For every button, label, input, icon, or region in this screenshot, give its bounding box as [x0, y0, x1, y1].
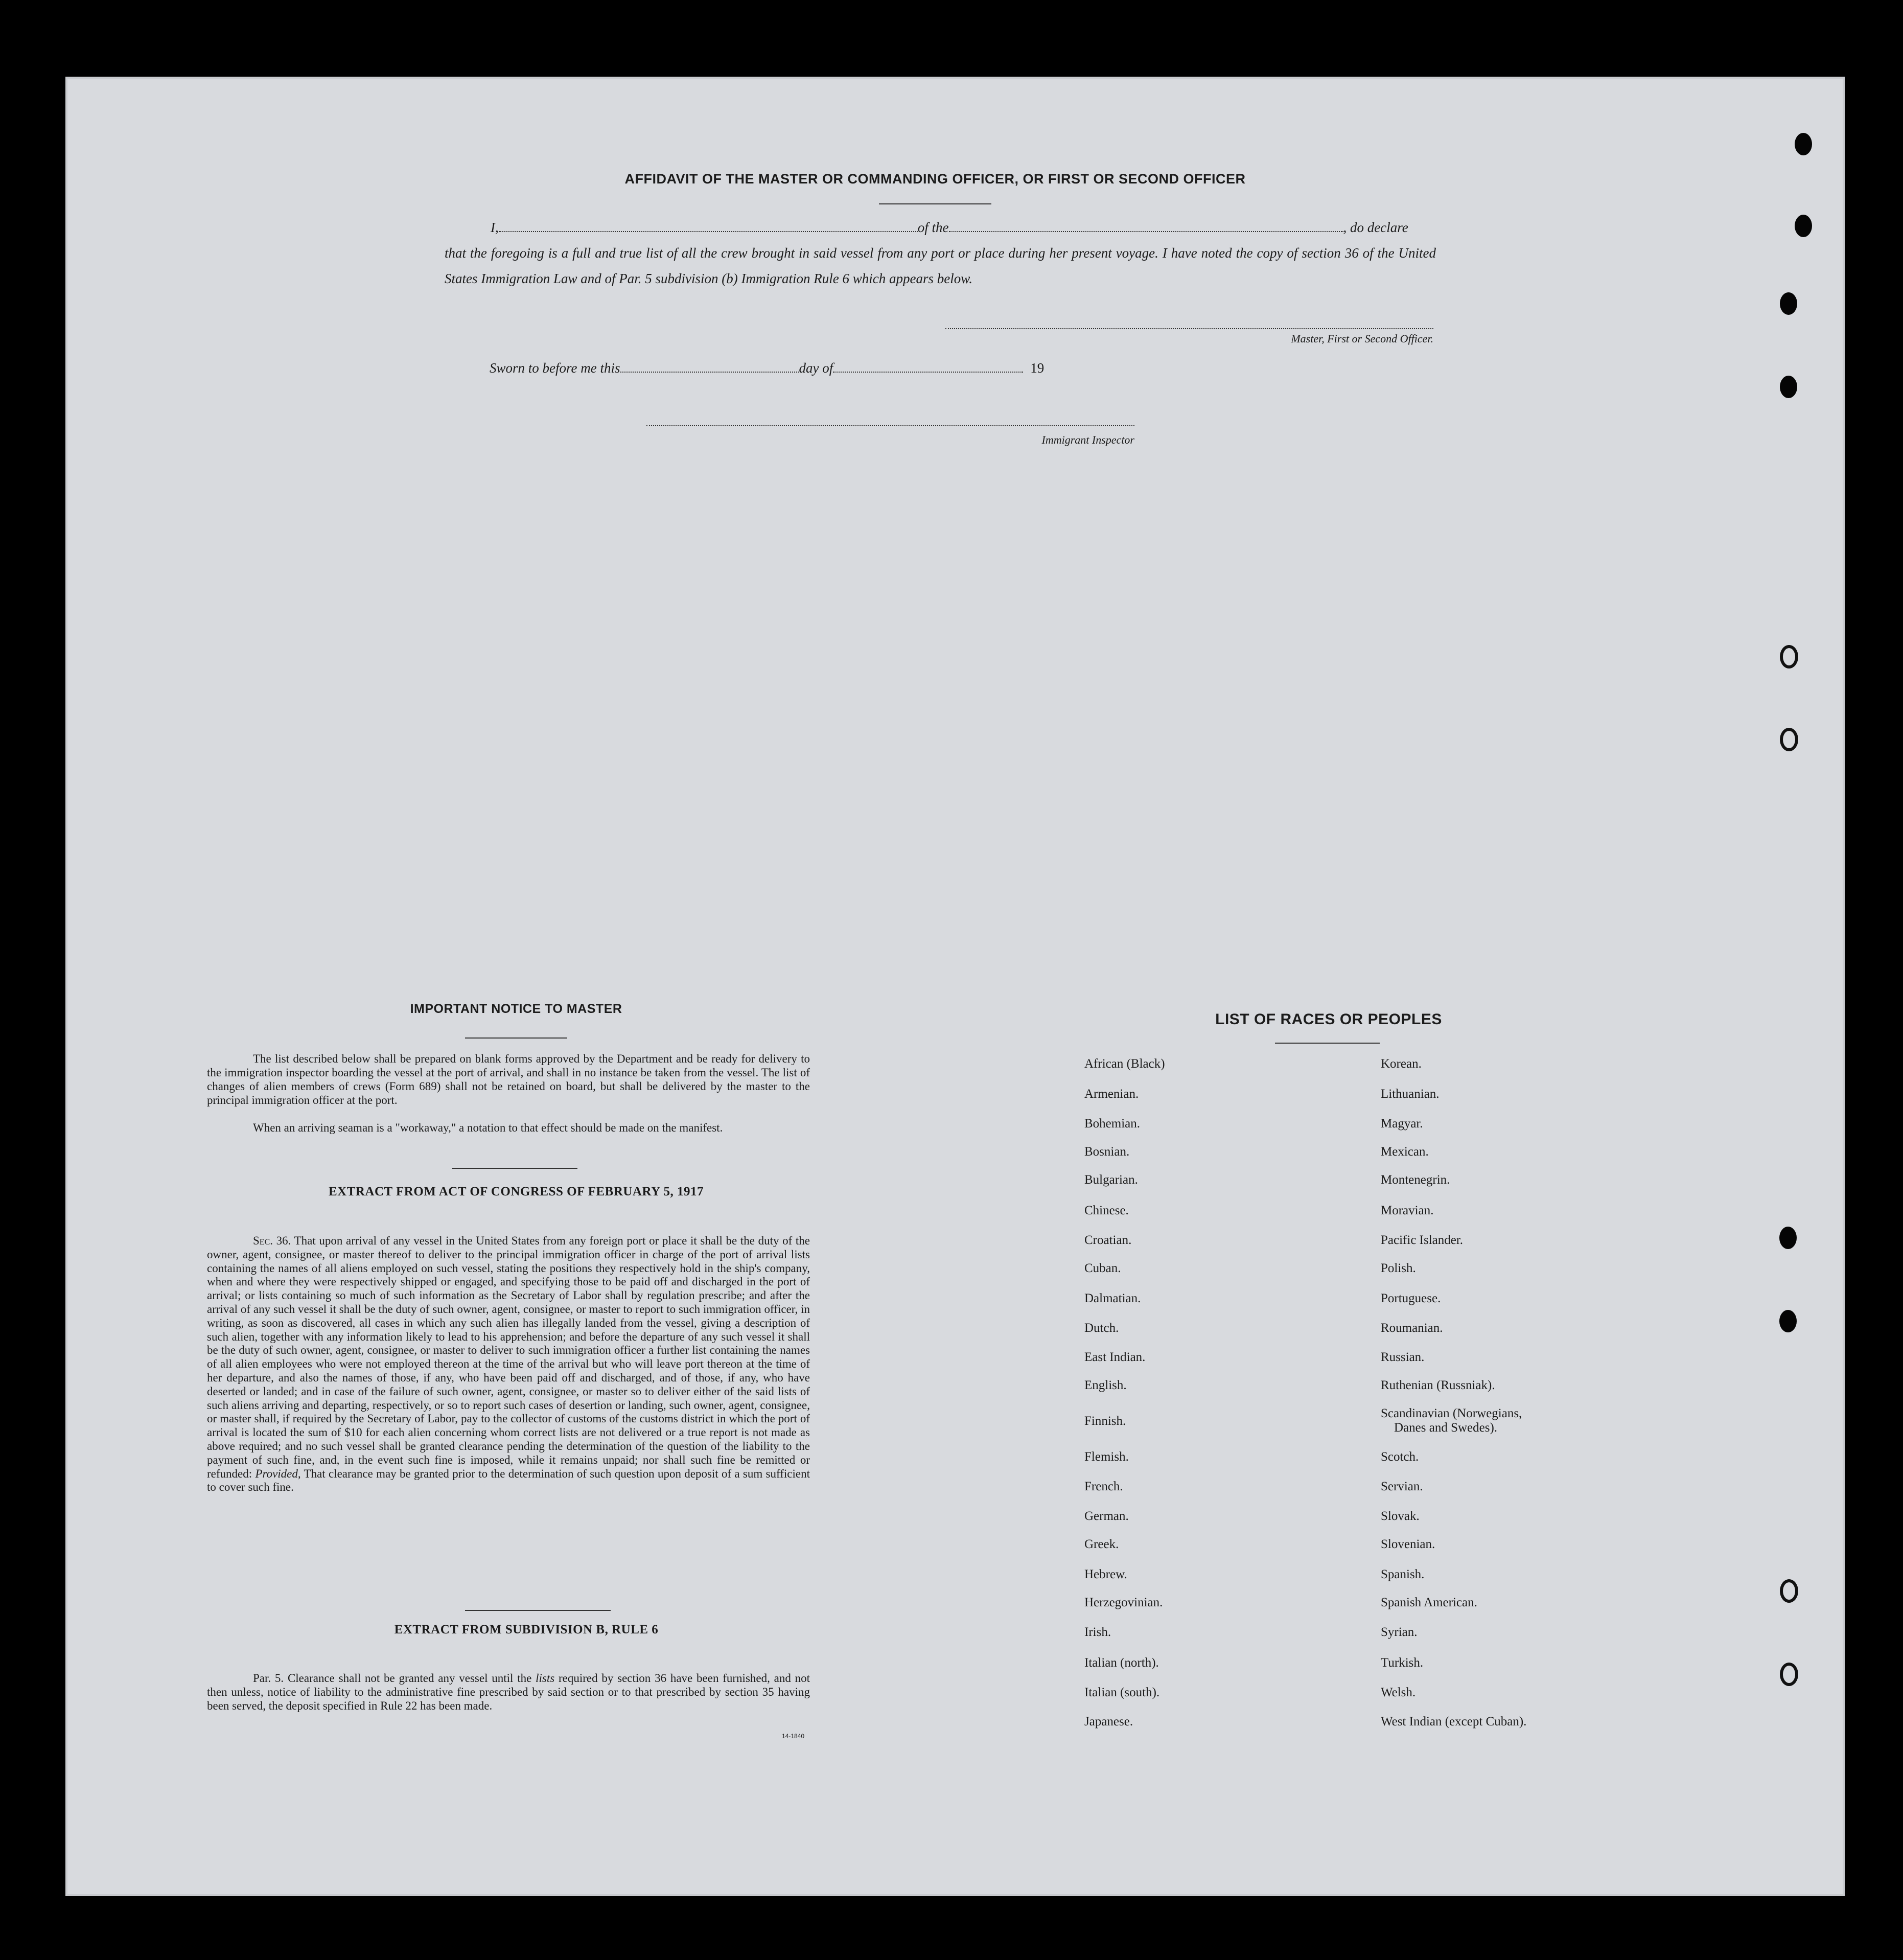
race-item: Syrian.	[1381, 1625, 1418, 1639]
race-item: Italian (north).	[1084, 1656, 1159, 1670]
divider	[879, 203, 991, 204]
race-item: Welsh.	[1381, 1686, 1416, 1699]
race-item: Bosnian.	[1084, 1145, 1130, 1159]
race-item: Slovak.	[1381, 1509, 1420, 1523]
race-item: Japanese.	[1084, 1715, 1133, 1728]
race-item: Roumanian.	[1381, 1321, 1443, 1335]
race-item: Magyar.	[1381, 1117, 1423, 1131]
race-item-continuation: Danes and Swedes).	[1394, 1421, 1498, 1435]
race-item: Dalmatian.	[1084, 1292, 1141, 1305]
binder-ring	[1780, 728, 1798, 751]
binder-hole	[1780, 376, 1797, 398]
name-field[interactable]	[499, 231, 918, 232]
form-number: 14-1840	[782, 1733, 805, 1740]
race-item: Russian.	[1381, 1350, 1425, 1364]
extract-act-text	[207, 1234, 810, 1494]
affidavit-text: that the foregoing is a full and true list of all the crew brought in said vessel from any port or place during her present voyage. I have noted the copy of section 36 of the United States Immigration Law and of Par. 5 subdivision (b) Immigration Rule 6 which appears below.	[445, 245, 1436, 286]
binder-hole	[1795, 215, 1812, 237]
race-item: English.	[1084, 1378, 1127, 1392]
race-item: Scandinavian (Norwegians,	[1381, 1406, 1522, 1420]
race-item: Polish.	[1381, 1261, 1416, 1275]
master-signature-label: Master, First or Second Officer.	[1291, 332, 1433, 345]
race-item: Korean.	[1381, 1057, 1422, 1071]
month-field[interactable]	[833, 372, 1023, 373]
race-item: Moravian.	[1381, 1204, 1434, 1217]
provided-word: Provided,	[255, 1467, 301, 1480]
master-signature-line[interactable]	[945, 328, 1433, 329]
of-the-label: of the	[917, 220, 949, 235]
divider	[1275, 1043, 1380, 1044]
race-item: Greek.	[1084, 1537, 1119, 1551]
sworn-label: Sworn to before me this	[490, 360, 620, 376]
par5-text: Par. 5. Clearance shall not be granted any vessel until the	[253, 1672, 532, 1685]
sec-label: Sec. 36.	[253, 1234, 291, 1247]
extract-act-title: EXTRACT FROM ACT OF CONGRESS OF FEBRUARY 5, 1917	[328, 1185, 704, 1198]
race-item: Slovenian.	[1381, 1537, 1435, 1551]
race-item: Scotch.	[1381, 1450, 1419, 1464]
race-item: German.	[1084, 1509, 1129, 1523]
year-prefix: 19	[1030, 360, 1045, 376]
race-item: African (Black)	[1084, 1057, 1165, 1071]
race-item: Mexican.	[1381, 1145, 1429, 1159]
affidavit-first-line	[445, 215, 1436, 240]
notice-paragraph-2: When an arriving seaman is a "workaway," a notation to that effect should be made on the manifest.	[253, 1121, 723, 1134]
race-item: Cuban.	[1084, 1261, 1121, 1275]
race-item: Dutch.	[1084, 1321, 1119, 1335]
extract-rule-text	[207, 1671, 810, 1713]
race-item: Montenegrin.	[1381, 1173, 1450, 1187]
race-item: Spanish.	[1381, 1567, 1425, 1581]
binder-hole	[1779, 1227, 1797, 1249]
sec-36-text: That upon arrival of any vessel in the United States from any foreign port or place it shall be the duty of the owner, agent, consignee, or master thereof to deliver to the principal immigration officer in charge of the port of arrival lists containing the names of all aliens employed on such vessel, stating the positions they respectively hold in the ship's company, when and where they were respectively shipped or engaged, and specifying those to be paid off and discharged in the port of arrival; or lists containing so much of such information as the Secretary of Labor shall by regulation prescribe; and after the arrival of any such vessel it shall be the duty of such owner, agent, consignee, or master to report to such immigration officer, in writing, as soon as discovered, all cases in which any such alien has illegally landed from the vessel, giving a description of such alien, together with any information likely to lead to his apprehension; and before the departure of any such vessel it shall be the duty of such owner, agent, consignee, or master to deliver to such immigration officer a further list containing the names of all alien employees who were not employed thereon at the time of the arrival but who will leave port thereon at the time of her departure, and also the names of those, if any, who have been paid off and discharged, and of those, if any, who have deserted or landed; and in case of the failure of such owner, agent, consignee, or master so to deliver either of the said lists of such aliens arriving and departing, respectively, or so to report such cases of desertion or landing, such owner, agent, consignee, or master shall, if required by the Secretary of Labor, pay to the collector of customs of the customs district in which the port of arrival is located the sum of $10 for each alien concerning whom correct lists are not delivered or a true report is not made as above required; and no such vessel shall be granted clearance pending the determination of the question of the liability to the payment of such fine, and, in the event such fine is imposed, while it remains unpaid; nor shall such fine be remitted or refunded:	[207, 1234, 810, 1480]
inspector-signature-line[interactable]	[646, 425, 1134, 426]
race-item: East Indian.	[1084, 1350, 1146, 1364]
race-item: Ruthenian (Russniak).	[1381, 1378, 1495, 1392]
race-item: Lithuanian.	[1381, 1087, 1440, 1101]
race-item: Flemish.	[1084, 1450, 1129, 1464]
lists-word: lists	[536, 1672, 555, 1685]
do-declare-label: , do declare	[1343, 220, 1408, 235]
race-item: Italian (south).	[1084, 1686, 1160, 1699]
divider	[465, 1037, 567, 1039]
race-item: Finnish.	[1084, 1414, 1126, 1428]
divider	[465, 1610, 611, 1611]
race-item: Croatian.	[1084, 1233, 1132, 1247]
affidavit-body	[445, 215, 1436, 291]
affidavit-title: AFFIDAVIT OF THE MASTER OR COMMANDING OFFICER, OR FIRST OR SECOND OFFICER	[624, 171, 1246, 187]
binder-ring	[1780, 1579, 1798, 1603]
day-of-label: day of	[799, 360, 833, 376]
race-item: Servian.	[1381, 1480, 1423, 1493]
divider	[452, 1168, 577, 1169]
race-item: Hebrew.	[1084, 1567, 1127, 1581]
sec-36-text-end: That clearance may be granted prior to the determination of such question upon deposit of a sum sufficient to cover such fine.	[207, 1467, 810, 1494]
inspector-label: Immigrant Inspector	[1041, 433, 1134, 446]
race-item: French.	[1084, 1480, 1123, 1493]
i-label: I,	[491, 220, 499, 235]
race-item: Chinese.	[1084, 1204, 1129, 1217]
binder-ring	[1780, 1663, 1798, 1686]
race-item: Spanish American.	[1381, 1596, 1477, 1609]
race-item: Pacific Islander.	[1381, 1233, 1464, 1247]
binder-hole	[1795, 133, 1812, 155]
race-item: West Indian (except Cuban).	[1381, 1715, 1527, 1728]
race-item: Portuguese.	[1381, 1292, 1441, 1305]
race-item: Turkish.	[1381, 1656, 1424, 1670]
day-field[interactable]	[620, 372, 799, 373]
sworn-line	[490, 360, 1044, 376]
race-item: Bohemian.	[1084, 1117, 1141, 1131]
extract-rule-title: EXTRACT FROM SUBDIVISION B, RULE 6	[394, 1623, 659, 1636]
notice-title: IMPORTANT NOTICE TO MASTER	[410, 1002, 622, 1016]
binder-hole	[1779, 1310, 1797, 1332]
binder-ring	[1780, 645, 1798, 668]
race-item: Herzegovinian.	[1084, 1596, 1163, 1609]
race-item: Armenian.	[1084, 1087, 1139, 1101]
par5-text-end: required by section 36 have been furnished, and not then unless, notice of liability to the administrative fine prescribed by said section or to that prescribed by section 35 having been served, the deposit specified in Rule 22 has been made.	[207, 1672, 810, 1712]
binder-hole	[1780, 292, 1797, 315]
race-item: Bulgarian.	[1084, 1173, 1138, 1187]
vessel-field[interactable]	[949, 231, 1343, 232]
race-item: Irish.	[1084, 1625, 1111, 1639]
races-title: LIST OF RACES OR PEOPLES	[1215, 1011, 1442, 1028]
notice-paragraph-1: The list described below shall be prepared on blank forms approved by the Department and be ready for delivery to the immigration inspector boarding the vessel at the port of arrival, and shall in no instance be taken from the vessel. The list of changes of alien members of crews (Form 689) shall not be retained on board, but shall be delivered by the master to the principal immigration officer at the port.	[207, 1052, 810, 1106]
